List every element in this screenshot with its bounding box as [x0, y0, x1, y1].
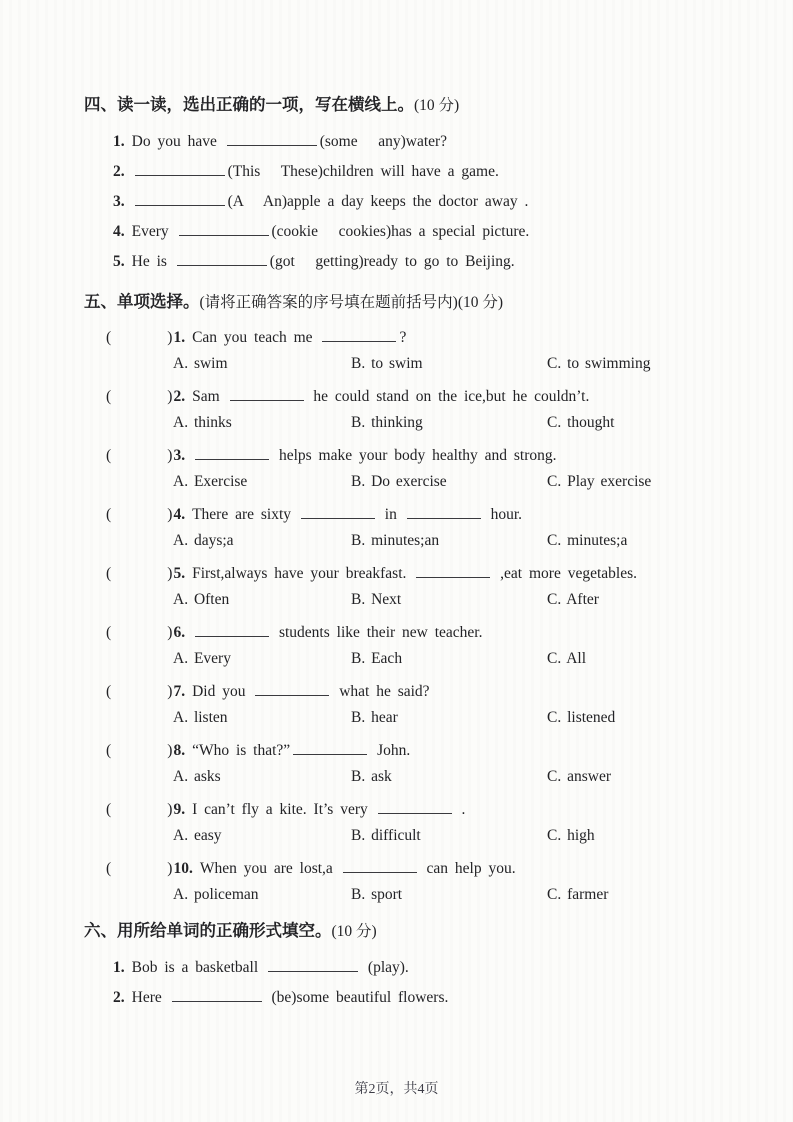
question-number: 7.	[173, 683, 186, 700]
fill-question-3	[113, 187, 733, 217]
stem-post: ,eat more vegetables.	[493, 565, 637, 582]
section-word-form	[84, 918, 733, 1013]
section-4-title: 四、读一读，选出正确的一项，写在横线上。	[84, 96, 414, 114]
mc-question-2	[106, 383, 733, 436]
question-number: 5.	[113, 253, 125, 270]
mc-question-7	[106, 678, 733, 731]
stem-post: ?	[399, 329, 407, 346]
question-number: 1.	[113, 133, 125, 150]
section-multiple-choice	[84, 289, 733, 908]
question-text-post: (This These)children will have a game.	[227, 163, 499, 180]
answer-blank[interactable]	[268, 956, 358, 972]
stem-pre: I can’t fly a kite. It’s very	[192, 801, 375, 818]
question-number: 3.	[113, 193, 125, 210]
mc-stem	[106, 796, 733, 823]
option-c[interactable]: C. farmer	[547, 886, 609, 903]
section-6-title: 六、用所给单词的正确形式填空。	[84, 922, 332, 940]
mc-question-5	[106, 560, 733, 613]
option-c[interactable]: C. answer	[547, 768, 611, 785]
wordform-question-2	[113, 983, 733, 1013]
mc-question-6	[106, 619, 733, 672]
mc-stem	[106, 324, 733, 351]
mc-options	[106, 705, 733, 731]
fill-question-4	[113, 217, 733, 247]
option-b[interactable]: B. minutes;an	[351, 532, 440, 549]
option-a[interactable]: A. days;a	[173, 532, 234, 549]
section-4-heading	[84, 92, 733, 119]
mc-stem	[106, 737, 733, 764]
option-a[interactable]: A. listen	[173, 709, 228, 726]
answer-bracket[interactable]: ( )	[106, 683, 174, 700]
fill-question-2	[113, 157, 733, 187]
mc-options	[106, 351, 733, 377]
wordform-question-1	[113, 953, 733, 983]
answer-blank[interactable]	[195, 444, 269, 460]
option-a[interactable]: A. easy	[173, 827, 222, 844]
option-a[interactable]: A. policeman	[173, 886, 259, 903]
question-number: 4.	[173, 506, 186, 523]
option-c[interactable]: C. All	[547, 650, 587, 667]
stem-mid: in	[377, 506, 404, 523]
option-a[interactable]: A. Often	[173, 591, 230, 608]
mc-question-9	[106, 796, 733, 849]
question-text-pre: Do you have	[131, 133, 224, 150]
question-number: 9.	[173, 801, 186, 818]
option-c[interactable]: C. to swimming	[547, 355, 651, 372]
answer-bracket[interactable]: ( )	[106, 860, 174, 877]
question-text-post: (A An)apple a day keeps the doctor away .	[227, 193, 529, 210]
stem-post: helps make your body healthy and strong.	[272, 447, 557, 464]
option-c[interactable]: C. minutes;a	[547, 532, 628, 549]
section-5-title: 五、单项选择。	[84, 293, 200, 311]
answer-bracket[interactable]: ( )	[106, 447, 174, 464]
stem-post: hour.	[483, 506, 523, 523]
section-6-score: (10 分)	[331, 923, 377, 940]
stem-post: .	[454, 801, 466, 818]
answer-blank[interactable]	[172, 986, 262, 1002]
stem-pre: “Who is that?”	[192, 742, 291, 759]
option-a[interactable]: A. Exercise	[173, 473, 248, 490]
answer-bracket[interactable]: ( )	[106, 565, 174, 582]
question-number: 4.	[113, 223, 125, 240]
page-footer	[0, 1078, 793, 1098]
option-a[interactable]: A. Every	[173, 650, 231, 667]
option-b[interactable]: B. sport	[351, 886, 403, 903]
mc-options	[106, 587, 733, 613]
option-c[interactable]: C. high	[547, 827, 595, 844]
mc-options	[106, 823, 733, 849]
answer-blank[interactable]	[230, 385, 304, 401]
stem-pre: When you are lost,a	[199, 860, 340, 877]
option-a[interactable]: A. thinks	[173, 414, 232, 431]
mc-question-10	[106, 855, 733, 908]
mc-options	[106, 882, 733, 908]
section-5-note: (请将正确答案的序号填在题前括号内)(10 分)	[199, 294, 504, 311]
option-b[interactable]: B. hear	[351, 709, 398, 726]
page-indicator: 第2页，共4页	[354, 1082, 439, 1097]
mc-options	[106, 469, 733, 495]
answer-bracket[interactable]: ( )	[106, 801, 174, 818]
stem-pre: Sam	[192, 388, 227, 405]
option-b[interactable]: B. Do exercise	[351, 473, 447, 490]
stem-pre: First,always have your breakfast.	[192, 565, 414, 582]
question-number: 2.	[113, 989, 125, 1006]
option-c[interactable]: C. listened	[547, 709, 616, 726]
question-text-pre: He is	[131, 253, 174, 270]
question-number: 2.	[113, 163, 125, 180]
stem-pre: Did you	[192, 683, 253, 700]
mc-stem	[106, 855, 733, 882]
answer-bracket[interactable]: ( )	[106, 742, 174, 759]
answer-bracket[interactable]: ( )	[106, 506, 174, 523]
answer-blank[interactable]	[179, 220, 269, 236]
stem-pre: Can you teach me	[192, 329, 320, 346]
fill-question-5	[113, 247, 733, 277]
stem-post: he could stand on the ice,but he couldn’t.	[306, 388, 590, 405]
section-4-score: (10 分)	[414, 97, 460, 114]
question-text-post: (some any)water?	[319, 133, 448, 150]
answer-blank[interactable]	[343, 857, 417, 873]
option-b[interactable]: B. difficult	[351, 827, 421, 844]
question-text-post: (cookie cookies)has a special picture.	[271, 223, 530, 240]
stem-post: John.	[370, 742, 411, 759]
option-c[interactable]: C. Play exercise	[547, 473, 652, 490]
question-number: 10.	[173, 860, 193, 877]
option-a[interactable]: A. asks	[173, 768, 221, 785]
mc-question-4	[106, 501, 733, 554]
stem-post: what he said?	[332, 683, 430, 700]
mc-stem	[106, 501, 733, 528]
section-5-heading	[84, 289, 733, 316]
answer-bracket[interactable]: ( )	[106, 329, 174, 346]
answer-blank[interactable]	[378, 798, 452, 814]
mc-question-8	[106, 737, 733, 790]
answer-blank[interactable]	[135, 160, 225, 176]
answer-blank[interactable]	[135, 190, 225, 206]
answer-blank[interactable]	[255, 680, 329, 696]
option-b[interactable]: B. to swim	[351, 355, 423, 372]
answer-blank[interactable]	[301, 503, 375, 519]
fill-question-1	[113, 127, 733, 157]
option-b[interactable]: B. Next	[351, 591, 402, 608]
option-b[interactable]: B. thinking	[351, 414, 423, 431]
option-a[interactable]: A. swim	[173, 355, 228, 372]
answer-bracket[interactable]: ( )	[106, 388, 174, 405]
answer-blank[interactable]	[407, 503, 481, 519]
mc-question-3	[106, 442, 733, 495]
section-fill-choice	[84, 92, 733, 277]
mc-question-1	[106, 324, 733, 377]
answer-bracket[interactable]: ( )	[106, 624, 174, 641]
answer-blank[interactable]	[177, 250, 267, 266]
question-text-post: (be)some beautiful flowers.	[264, 989, 449, 1006]
mc-options	[106, 528, 733, 554]
mc-stem	[106, 678, 733, 705]
question-number: 1.	[173, 329, 186, 346]
answer-blank[interactable]	[416, 562, 490, 578]
answer-blank[interactable]	[322, 326, 396, 342]
question-number: 1.	[113, 959, 125, 976]
mc-options	[106, 764, 733, 790]
option-b[interactable]: B. ask	[351, 768, 392, 785]
question-text-pre: Every	[131, 223, 176, 240]
mc-stem	[106, 383, 733, 410]
question-number: 2.	[173, 388, 186, 405]
stem-post: can help you.	[419, 860, 516, 877]
question-number: 6.	[173, 624, 186, 641]
question-text-pre: Here	[131, 989, 169, 1006]
section-6-heading	[84, 918, 733, 945]
option-b[interactable]: B. Each	[351, 650, 403, 667]
question-number: 3.	[173, 447, 186, 464]
mc-stem	[106, 560, 733, 587]
question-text-post: (got getting)ready to go to Beijing.	[269, 253, 515, 270]
answer-blank[interactable]	[293, 739, 367, 755]
stem-pre: There are sixty	[192, 506, 298, 523]
question-number: 8.	[173, 742, 186, 759]
question-text-pre: Bob is a basketball	[131, 959, 266, 976]
question-number: 5.	[173, 565, 186, 582]
option-c[interactable]: C. thought	[547, 414, 615, 431]
answer-blank[interactable]	[227, 130, 317, 146]
answer-blank[interactable]	[195, 621, 269, 637]
option-c[interactable]: C. After	[547, 591, 599, 608]
mc-options	[106, 410, 733, 436]
question-text-post: (play).	[361, 959, 409, 976]
mc-stem	[106, 442, 733, 469]
mc-stem	[106, 619, 733, 646]
mc-options	[106, 646, 733, 672]
stem-post: students like their new teacher.	[272, 624, 483, 641]
